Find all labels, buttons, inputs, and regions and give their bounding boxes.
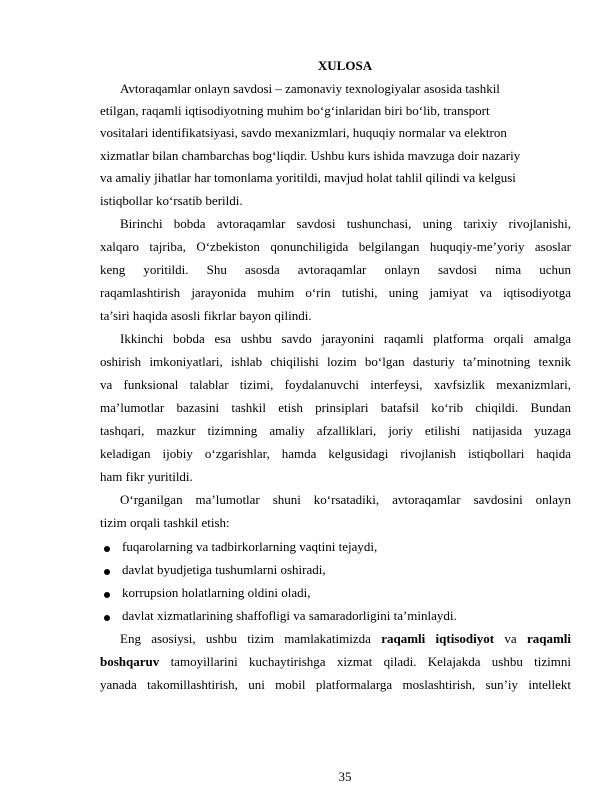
paragraph-line: etilgan, raqamli iqtisodiyotning muhim bo‘g‘inlaridan biri bo‘lib, transport: [100, 103, 490, 118]
paragraph-line: ta’siri haqida asosli fikrlar bayon qilindi.: [100, 308, 312, 323]
paragraph-line: va amaliy jihatlar har tomonlama yoritildi, mavjud holat tahlil qilindi va kelgusi: [100, 170, 516, 185]
paragraph-line: Ikkinchi bobda esa ushbu savdo jarayonini raqamli platforma orqali amalga: [120, 331, 571, 346]
paragraph-line: xalqaro tajriba, O‘zbekiston qonunchiligida belgilangan huquqiy-me’yoriy asoslar: [100, 239, 571, 254]
bullet-icon: [104, 546, 110, 552]
list-item: fuqarolarning va tadbirkorlarning vaqtini tejaydi,: [122, 539, 378, 554]
text-run: Eng asosiysi, ushbu tizim mamlakatimizda: [120, 631, 382, 646]
paragraph-line: ma’lumotlar bazasini tashkil etish prinsiplari batafsil ko‘rib chiqildi. Bundan: [100, 400, 571, 415]
paragraph-line: tizim orqali tashkil etish:: [100, 515, 230, 530]
paragraph-line: O‘rganilgan ma’lumotlar shuni ko‘rsatadiki, avtoraqamlar savdosini onlayn: [120, 492, 571, 507]
paragraph-line: vositalari identifikatsiyasi, savdo mexanizmlari, huquqiy normalar va elektron: [100, 125, 507, 140]
paragraph-line: va funksional talablar tizimi, foydalanuvchi interfeysi, xavfsizlik mexanizmlari,: [100, 377, 571, 392]
list-item: davlat xizmatlarining shaffofligi va samaradorligini ta’minlaydi.: [122, 608, 457, 623]
list-item: davlat byudjetiga tushumlarni oshiradi,: [122, 562, 326, 577]
bullet-icon: [104, 615, 110, 621]
paragraph-line: keladigan ijobiy o‘zgarishlar, hamda kelgusidagi rivojlanish istiqbollari haqida: [100, 446, 571, 461]
bold-term: raqamli iqtisodiyot: [381, 631, 495, 646]
paragraph-line: istiqbollar ko‘rsatib berildi.: [100, 193, 243, 208]
list-item: korrupsion holatlarning oldini oladi,: [122, 585, 311, 600]
section-title: XULOSA: [317, 58, 373, 73]
text-run: tamoyillarini kuchaytirishga xizmat qiladi. Kelajakda ushbu tizimni: [159, 654, 571, 669]
bullet-icon: [104, 592, 110, 598]
paragraph-line: ham fikr yuritildi.: [100, 469, 193, 484]
paragraph-line: Birinchi bobda avtoraqamlar savdosi tushunchasi, uning tarixiy rivojlanishi,: [120, 216, 571, 231]
page-number: 35: [338, 769, 352, 784]
paragraph-line: xizmatlar bilan chambarchas bog‘liqdir. Ushbu kurs ishida mavzuga doir nazariy: [100, 148, 521, 163]
paragraph-line: yanada takomillashtirish, uni mobil platformalarga moslashtirish, sun’iy intellekt: [100, 677, 571, 692]
paragraph-line: raqamlashtirish jarayonida muhim o‘rin tutishi, uning jamiyat va iqtisodiyotga: [100, 285, 571, 300]
paragraph-line: [120, 631, 571, 647]
bold-term: raqamli: [526, 631, 571, 646]
text-run: va: [494, 631, 527, 646]
paragraph-line: Avtoraqamlar onlayn savdosi – zamonaviy texnologiyalar asosida tashkil: [120, 81, 500, 96]
paragraph-line: oshirish imkoniyatlari, ishlab chiqilishi lozim bo‘lgan dasturiy ta’minotning texnik: [100, 354, 571, 369]
paragraph-line: [100, 654, 571, 670]
bullet-icon: [104, 569, 110, 575]
paragraph-line: tashqari, mazkur tizimning amaliy afzalliklari, joriy etilishi natijasida yuzaga: [100, 423, 571, 438]
paragraph-line: keng yoritildi. Shu asosda avtoraqamlar onlayn savdosi nima uchun: [100, 262, 571, 277]
bold-term: boshqaruv: [100, 654, 160, 669]
